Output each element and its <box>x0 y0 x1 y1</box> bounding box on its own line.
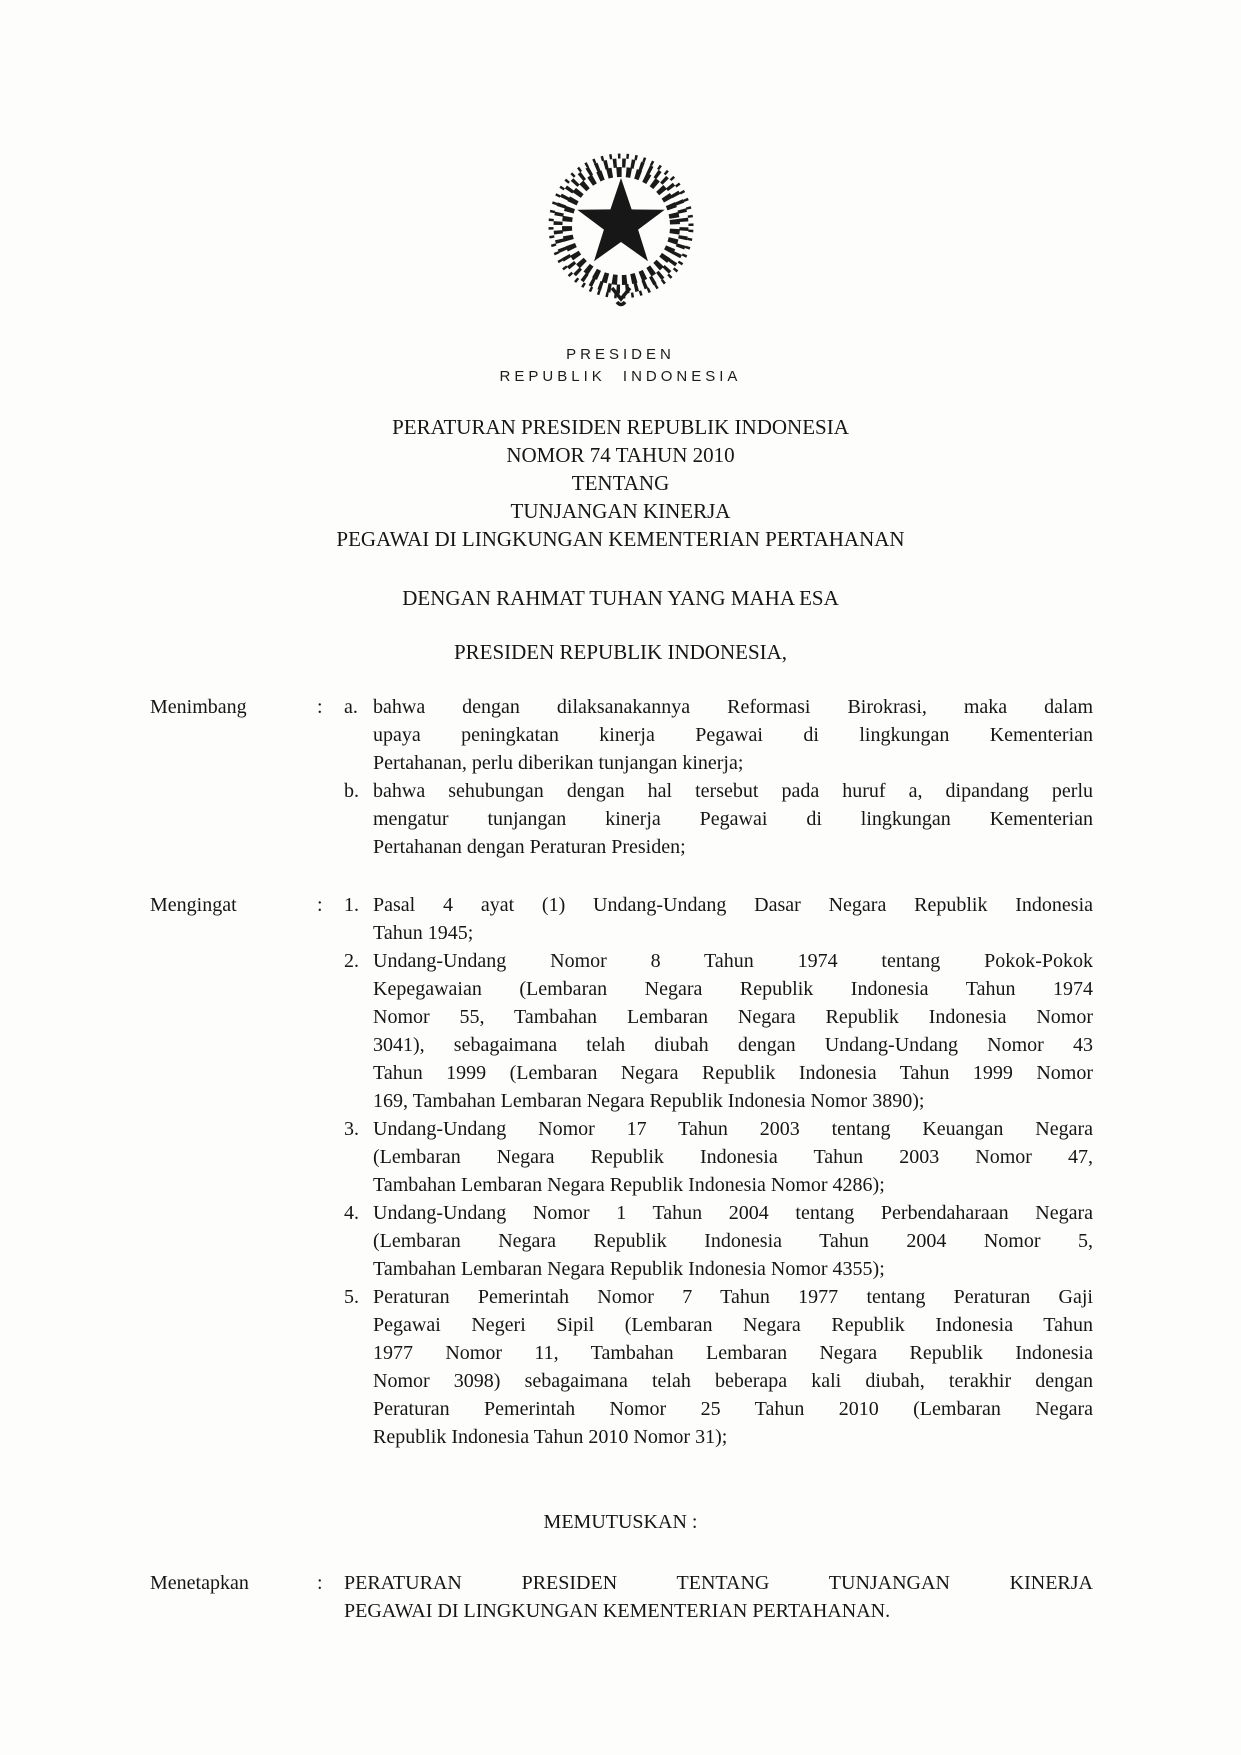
mengingat-item-1 <box>344 891 1093 947</box>
mengingat-item-5 <box>344 1283 1093 1451</box>
text-line: Undang-Undang Nomor 17 Tahun 2003 tentang Keuangan Negara <box>373 1118 1093 1140</box>
agency-heading <box>0 344 1241 388</box>
title-line-number: NOMOR 74 TAHUN 2010 <box>506 443 735 467</box>
text-line: Tahun 1945; <box>373 922 474 944</box>
text-line: Undang-Undang Nomor 1 Tahun 2004 tentang Perbendaharaan Negara <box>373 1202 1093 1224</box>
authority-line: PRESIDEN REPUBLIK INDONESIA, <box>453 640 788 664</box>
text-line: mengatur tunjangan kinerja Pegawai di lingkungan Kementerian <box>373 808 1093 830</box>
presidential-seal-icon <box>0 146 1241 320</box>
menimbang-section <box>0 693 1241 861</box>
item-marker: 4. <box>344 1202 359 1224</box>
text-line: Pegawai Negeri Sipil (Lembaran Negara Republik Indonesia Tahun <box>373 1314 1093 1336</box>
menimbang-item-a <box>344 693 1093 777</box>
item-marker: b. <box>344 780 359 802</box>
text-line: Kepegawaian (Lembaran Negara Republik Indonesia Tahun 1974 <box>373 978 1093 1000</box>
item-marker: a. <box>344 696 358 718</box>
item-text <box>373 777 1093 861</box>
menimbang-content <box>344 693 1093 861</box>
item-marker: 2. <box>344 950 359 972</box>
text-line: Republik Indonesia Tahun 2010 Nomor 31); <box>373 1426 728 1448</box>
menimbang-item-b <box>344 777 1093 861</box>
text-line: upaya peningkatan kinerja Pegawai di lingkungan Kementerian <box>373 724 1093 746</box>
text-line: Tambahan Lembaran Negara Republik Indonesia Nomor 4355); <box>373 1258 885 1280</box>
menetapkan-section <box>0 1569 1241 1625</box>
title-line-tentang: TENTANG <box>571 471 670 495</box>
item-marker: 5. <box>344 1286 359 1308</box>
item-text <box>373 1283 1093 1451</box>
mengingat-colon: : <box>317 894 323 916</box>
mengingat-item-2 <box>344 947 1093 1115</box>
mengingat-section <box>0 891 1241 1451</box>
mengingat-label: Mengingat <box>150 894 237 916</box>
text-line: Tambahan Lembaran Negara Republik Indonesia Nomor 4286); <box>373 1174 885 1196</box>
text-line: Pertahanan dengan Peraturan Presiden; <box>373 836 686 858</box>
text-line: bahwa dengan dilaksanakannya Reformasi Birokrasi, maka dalam <box>373 696 1093 718</box>
star-wreath-icon <box>540 146 702 320</box>
text-line: bahwa sehubungan dengan hal tersebut pada huruf a, dipandang perlu <box>373 780 1093 802</box>
title-line-scope: PEGAWAI DI LINGKUNGAN KEMENTERIAN PERTAHANAN <box>336 527 905 551</box>
text-line: Pertahanan, perlu diberikan tunjangan kinerja; <box>373 752 744 774</box>
menimbang-label: Menimbang <box>150 696 247 718</box>
text-line: 3041), sebagaimana telah diubah dengan Undang-Undang Nomor 43 <box>373 1034 1093 1056</box>
mengingat-content <box>344 891 1093 1451</box>
text-line: Peraturan Pemerintah Nomor 25 Tahun 2010 (Lembaran Negara <box>373 1398 1093 1420</box>
text-line: Pasal 4 ayat (1) Undang-Undang Dasar Negara Republik Indonesia <box>373 894 1093 916</box>
menimbang-colon: : <box>317 696 323 718</box>
title-line-regulation: PERATURAN PRESIDEN REPUBLIK INDONESIA <box>392 415 849 439</box>
agency-line-republik-indonesia: REPUBLIK INDONESIA <box>499 368 742 385</box>
mengingat-item-4 <box>344 1199 1093 1283</box>
title-line-subject: TUNJANGAN KINERJA <box>510 499 731 523</box>
text-line: 169, Tambahan Lembaran Negara Republik Indonesia Nomor 3890); <box>373 1090 925 1112</box>
item-text <box>373 693 1093 777</box>
item-text <box>373 891 1093 947</box>
regulation-title <box>0 413 1241 553</box>
agency-line-presiden: PRESIDEN <box>566 346 675 363</box>
text-line: Nomor 55, Tambahan Lembaran Negara Republik Indonesia Nomor <box>373 1006 1093 1028</box>
menetapkan-content <box>344 1569 1093 1625</box>
item-text <box>373 1115 1093 1199</box>
enactment-text <box>344 1569 1093 1625</box>
invocation-line: DENGAN RAHMAT TUHAN YANG MAHA ESA <box>402 586 839 610</box>
decision-heading: MEMUTUSKAN : <box>543 1511 698 1533</box>
item-text <box>373 947 1093 1115</box>
menetapkan-label: Menetapkan <box>150 1572 249 1594</box>
item-text <box>373 1199 1093 1283</box>
text-line: Nomor 3098) sebagaimana telah beberapa kali diubah, terakhir dengan <box>373 1370 1093 1392</box>
text-line: Peraturan Pemerintah Nomor 7 Tahun 1977 tentang Peraturan Gaji <box>373 1286 1093 1308</box>
mengingat-item-3 <box>344 1115 1093 1199</box>
text-line: Tahun 1999 (Lembaran Negara Republik Indonesia Tahun 1999 Nomor <box>373 1062 1093 1084</box>
text-line: Undang-Undang Nomor 8 Tahun 1974 tentang Pokok-Pokok <box>373 950 1093 972</box>
text-line: 1977 Nomor 11, Tambahan Lembaran Negara Republik Indonesia <box>373 1342 1093 1364</box>
item-marker: 3. <box>344 1118 359 1140</box>
text-line: (Lembaran Negara Republik Indonesia Tahun 2004 Nomor 5, <box>373 1230 1093 1252</box>
menetapkan-colon: : <box>317 1572 323 1594</box>
text-line: (Lembaran Negara Republik Indonesia Tahun 2003 Nomor 47, <box>373 1146 1093 1168</box>
text-line: PEGAWAI DI LINGKUNGAN KEMENTERIAN PERTAHANAN. <box>344 1600 891 1622</box>
text-line: PERATURAN PRESIDEN TENTANG TUNJANGAN KINERJA <box>344 1572 1093 1594</box>
star-icon <box>577 178 664 261</box>
item-marker: 1. <box>344 894 359 916</box>
